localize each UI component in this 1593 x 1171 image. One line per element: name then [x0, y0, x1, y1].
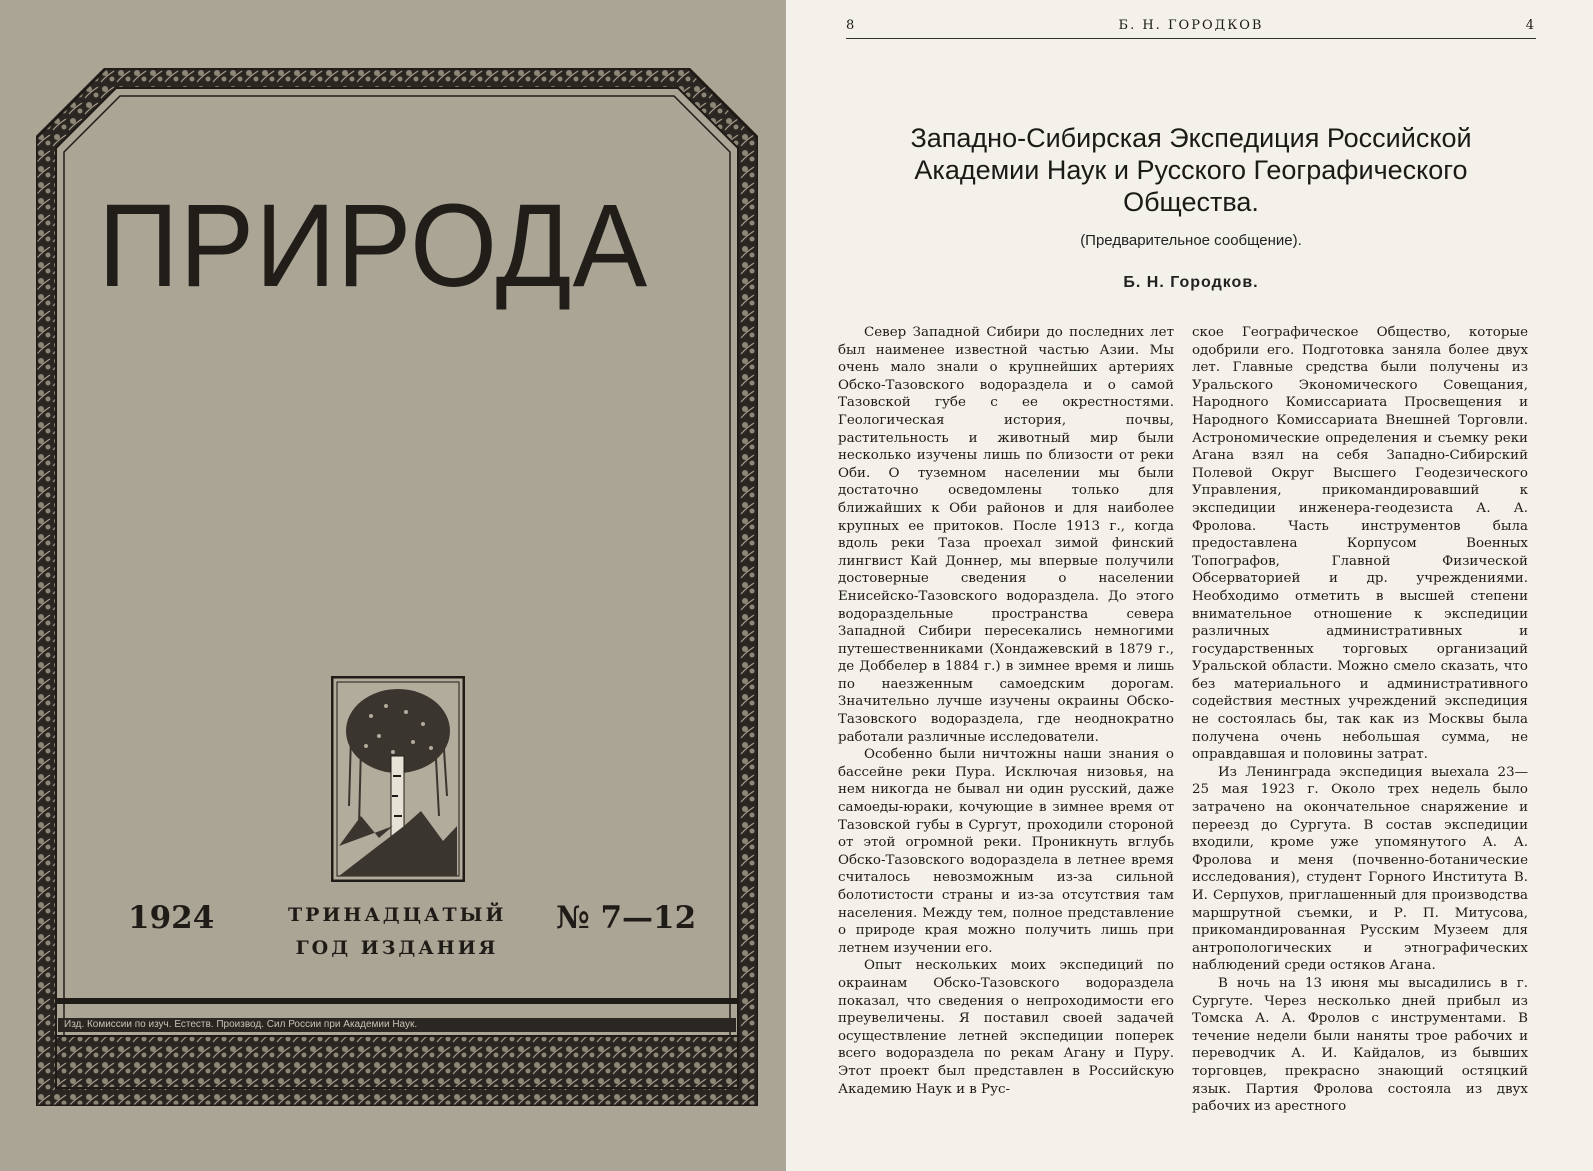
article-page [786, 0, 1593, 1171]
paragraph: Север Западной Сибири до последних лет был наименее известной частью Азии. Мы очень мало знали о крупнейших артериях Обско-Тазовского водораздела и о самой Тазовской губе с ее окрестностями. Геологическая история, почвы, растительность и животный мир были несколько изучены лишь по близости от реки Оби. О туземном населении мы были достаточно осведомлены только для ближайших к Оби районов и для наиболее крупных ее притоков. После 1913 г., когда вдоль реки Таза проехал зимой финский лингвист Кай Доннер, мы впервые получили достоверные сведения о населении Енисейско-Тазовского водораздела. До этого водораздельные пространства севера Западной Сибири пересекались немногими путешественниками (Хондажевский в 1879 г., де Доббелер в 1884 г.) в зимнее время и лишь по наезженным самоедским дорогам. Значительно лучше изучены окраины Обско-Тазовского водораздела, где неоднократно работали различные исследователи. [838, 325, 1174, 745]
article-title: Западно-Сибирская Экспедиция Российской Академии Наук и Русского Географического Общества. [910, 123, 1472, 217]
journal-cover [0, 0, 786, 1171]
publisher-line: Изд. Комиссии по изуч. Естеств. Производ. Сил России при Академии Наук. [58, 1018, 736, 1032]
header-rule [846, 38, 1536, 39]
text-column-right [1192, 324, 1528, 1116]
birch-tree-emblem [331, 676, 465, 882]
page-number-left: 8 [846, 18, 857, 33]
paragraph: Особенно были ничтожны наши знания о бассейне реки Пура. Исключая низовья, на нем никогда не бывал ни один русский, даже самоеды-юраки, кочующие в зимнее время от Тазовской губы в Сургут, проходили стороной от этой огромной реки. Проникнуть вглубь Обско-Тазовского водораздела в летнее время считалось невозможным из-за сильной болотистости страны и из-за отсутствия там населения. Между тем, полное представление о природе края можно получить лишь при летнем изучении его. [838, 747, 1174, 956]
paragraph: Из Ленинграда экспедиция выехала 23—25 мая 1923 г. Около трех недель было затрачено на окончательное снаряжение и переезд до Сургута. В состав экспедиции входили, кроме уже упомянутого А. А. Фролова и меня (почвенно-ботанические исследования), студент Горного Института В. И. Серпухов, приглашенный для производства маршрутной съемки, и Р. П. Митусова, прикомандированная Русским Музеем для антропологических и этнографических наблюдений среди остяков Агана. [1192, 764, 1528, 974]
cover-year: 1924 [128, 900, 215, 936]
article-subtitle: (Предварительное сообщение). [1080, 232, 1302, 249]
paragraph: Опыт нескольких моих экспедиций по окраинам Обско-Тазовского водораздела показал, что сведения о непроходимости его преувеличены. Я поставил своей задачей осуществление летней экспедиции поперек всего водораздела по рекам Агану и Пуру. Этот проект был представлен в Российскую Академию Наук и в Рус- [838, 958, 1174, 1097]
paragraph: В ночь на 13 июня мы высадились в г. Сургуте. Через несколько дней прибыл из Томска А. А. Фролов с инструментами. В течение недели были наняты трое рабочих и переводчик А. И. Кайдалов, из бывших торговцев, прекрасно знающий остяцкий язык. Партия Фролова состояла из двух рабочих из арестного [1192, 975, 1528, 1115]
paragraph: ское Географическое Общество, которые одобрили его. Подготовка заняла более двух лет. Главные средства были получены из Уральского Экономического Совещания, Народного Комиссариата Просвещения и Народного Комиссариата Внешней Торговли. Астрономические определения и съемку реки Агана взял на себя Западно-Сибирский Полевой Округ Высшего Геодезического Управления, прикомандировавший к экспедиции инженера-геодезиста А. А. Фролова. Часть инструментов была предоставлена Корпусом Военных Топографов, Главной Физической Обсерваторией и др. учреждениями. Необходимо отметить в высшей степени внимательное отношение к экспедиции различных административных и государственных торговых организаций Уральской области. Можно смело сказать, что без материального и административного содействия местных учреждений экспедиция не состоялась бы, так как из Москвы была получена очень небольшая сумма, не оправдавшая и половины затрат. [1192, 325, 1528, 763]
text-column-left [838, 324, 1174, 1098]
page-number-right: 4 [1525, 18, 1536, 33]
article-author: Б. Н. Городков. [1123, 274, 1259, 291]
running-head-author: Б. Н. ГОРОДКОВ [1118, 18, 1264, 33]
cover-title: ПРИРОДА [98, 179, 649, 312]
edition-line-2: ГОД ИЗДАНИЯ [295, 937, 499, 959]
cover-edition [288, 899, 506, 965]
running-head [846, 18, 1536, 38]
cover-issue-number: № 7—12 [556, 900, 697, 936]
edition-line-1: ТРИНАДЦАТЫЙ [288, 904, 507, 926]
